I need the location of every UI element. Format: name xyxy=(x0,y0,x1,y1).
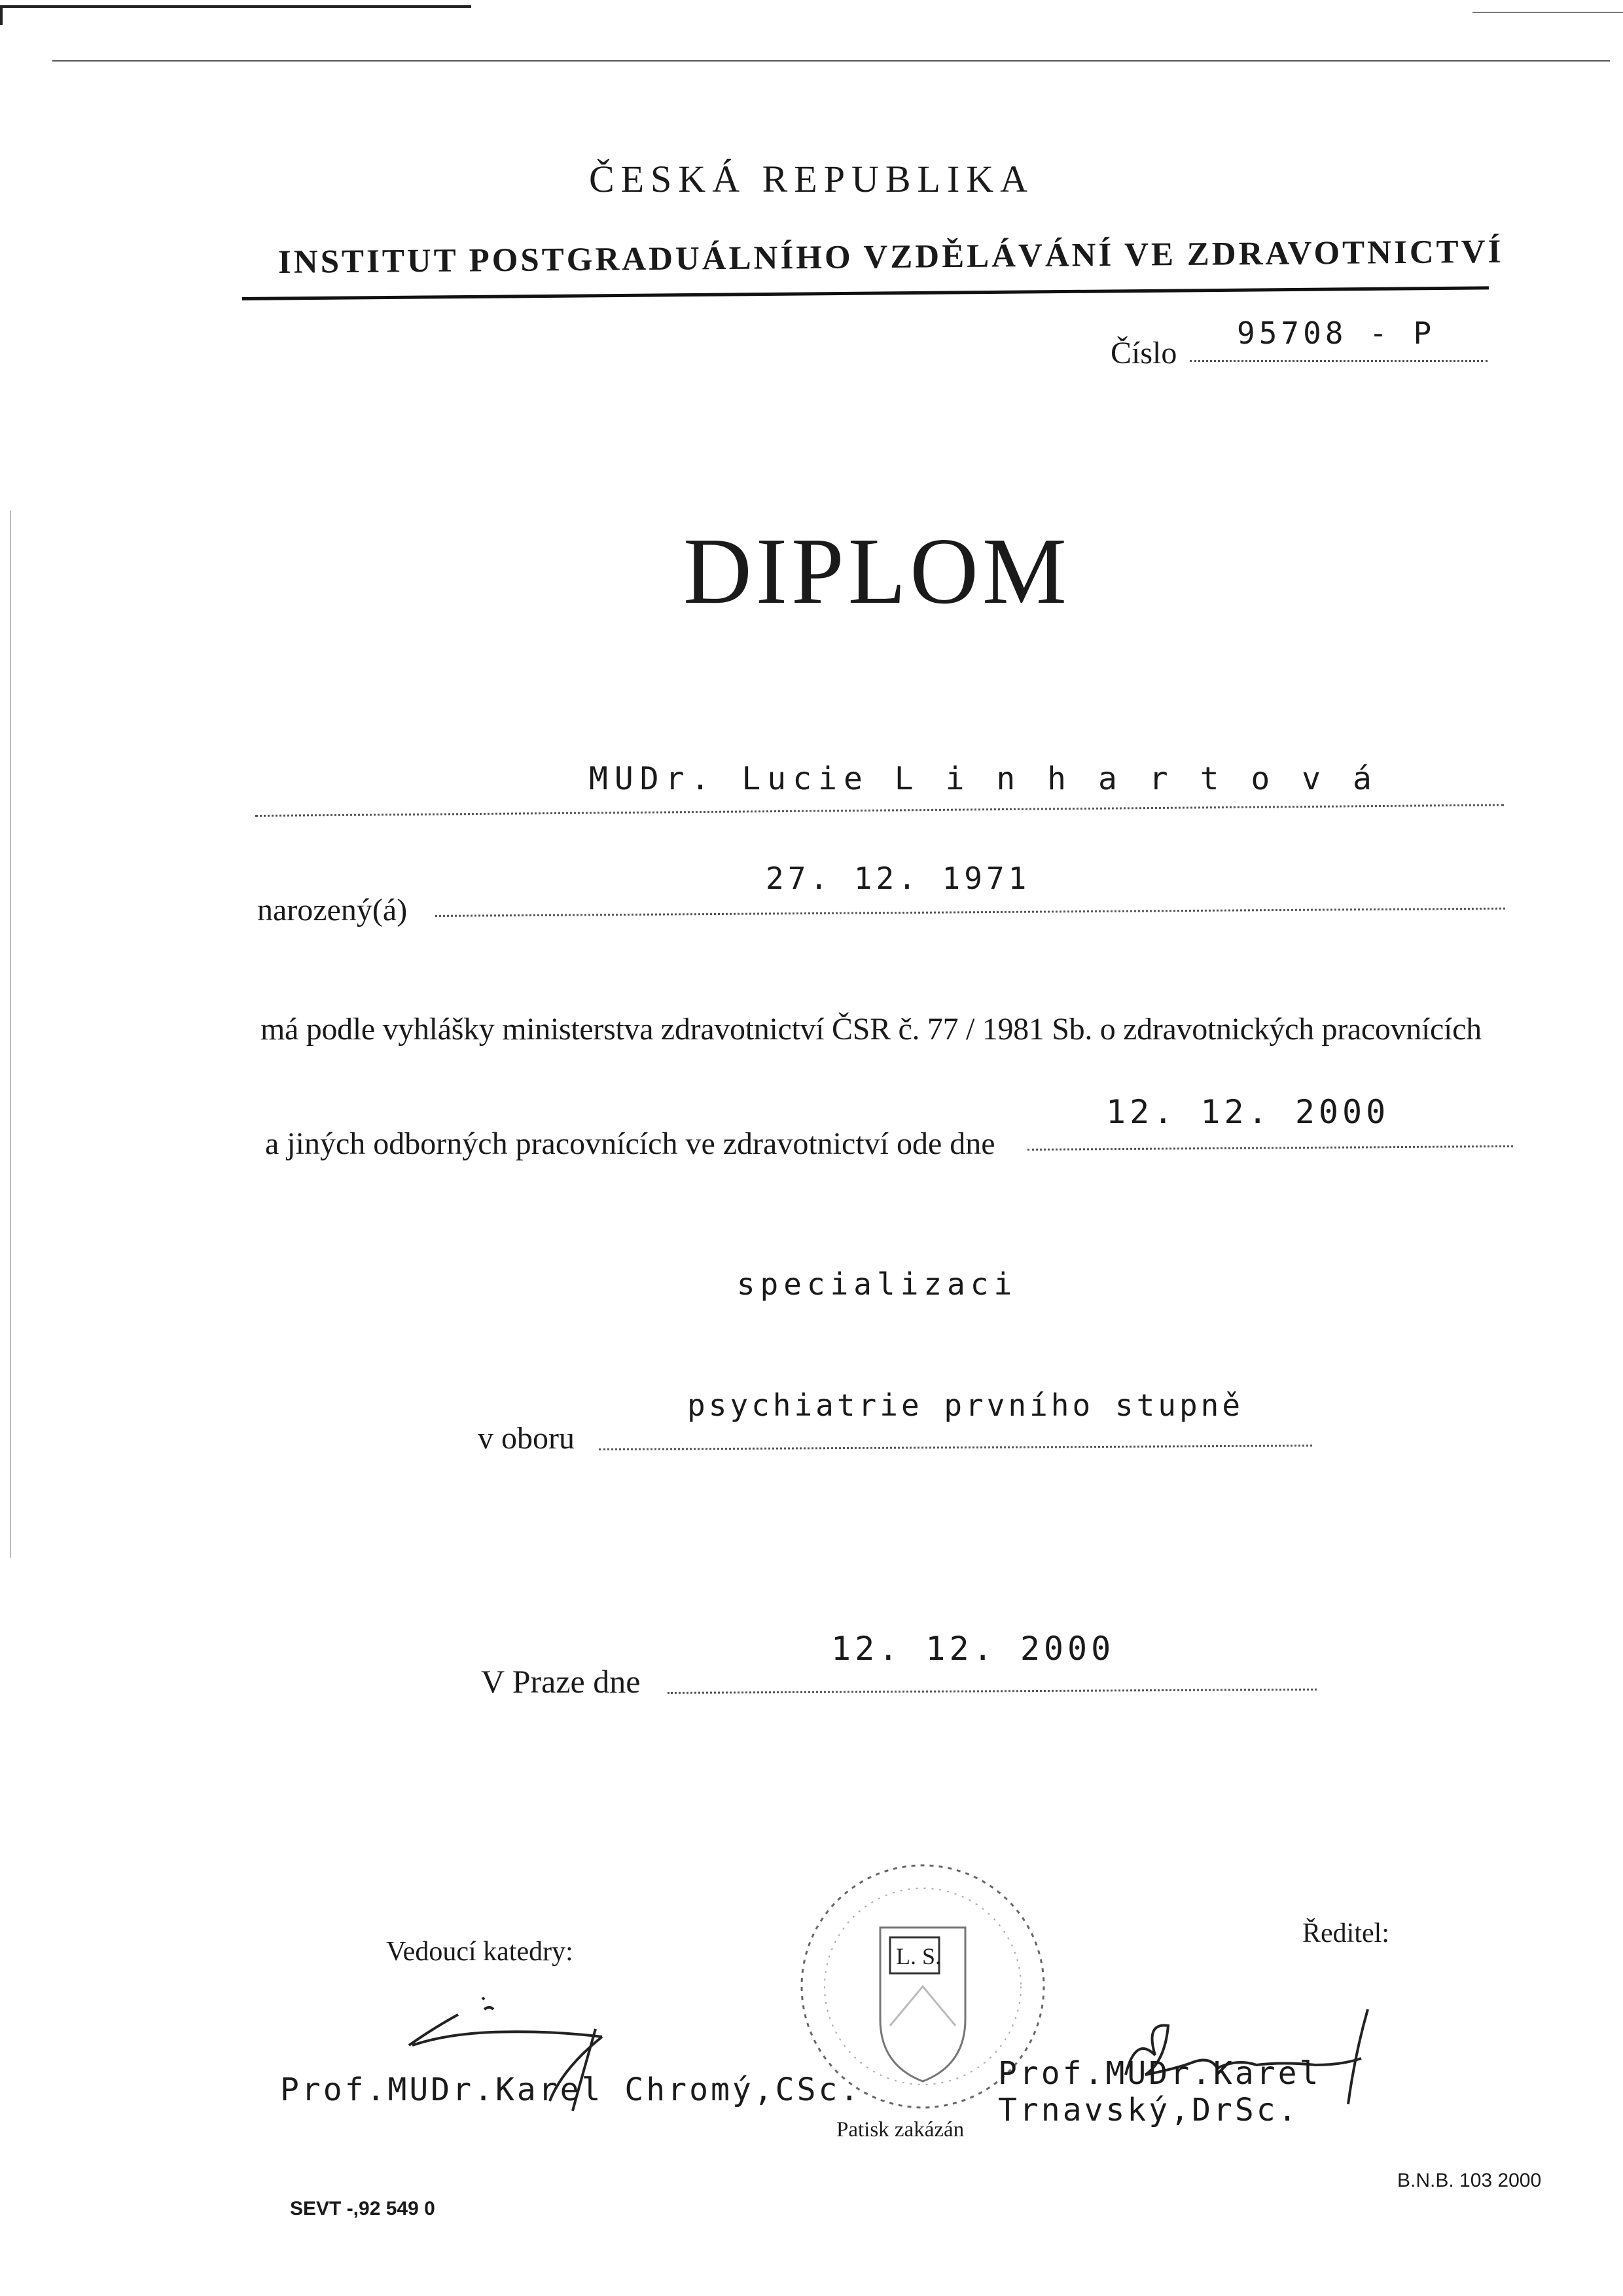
diploma-number: 95708 - P xyxy=(1237,315,1436,351)
field-dotted-line xyxy=(599,1444,1312,1450)
country-heading: ČESKÁ REPUBLIKA xyxy=(588,158,1035,200)
place-label: V Praze dne xyxy=(481,1663,641,1700)
director-name: Prof.MUDr.Karel Trnavský,DrSc. xyxy=(998,2055,1321,2128)
birth-label: narozený(á) xyxy=(257,893,408,927)
since-dotted-line xyxy=(1027,1145,1513,1151)
scan-edge-line xyxy=(0,5,471,8)
form-code: SEVT -,92 549 0 xyxy=(290,2198,435,2219)
scan-edge-line xyxy=(10,511,11,1558)
print-code: B.N.B. 103 2000 xyxy=(1397,2170,1542,2191)
since-date: 12. 12. 2000 xyxy=(1106,1093,1390,1131)
scan-edge-line xyxy=(1472,12,1623,13)
field-label: v oboru xyxy=(478,1421,575,1456)
field-value: psychiatrie prvního stupně xyxy=(687,1388,1244,1423)
scan-edge-line xyxy=(52,60,1610,62)
issue-date: 12. 12. 2000 xyxy=(831,1630,1115,1668)
seal-note: Patisk zakázán xyxy=(836,2118,965,2142)
decree-text-line1: má podle vyhlášky ministerstva zdravotnictví ČSR č. 77 / 1981 Sb. o zdravotnických pracovnících xyxy=(260,1012,1482,1047)
name-dotted-line xyxy=(255,804,1504,817)
department-head-name: Prof.MUDr.Karel Chromý,CSc. xyxy=(280,2072,862,2108)
department-head-label: Vedoucí katedry: xyxy=(386,1937,573,1967)
seal-text: L. S. xyxy=(896,1943,942,1969)
place-dotted-line xyxy=(668,1689,1317,1694)
specialization-heading: specializaci xyxy=(736,1266,1018,1302)
number-label: Číslo xyxy=(1111,336,1177,370)
birth-dotted-line xyxy=(435,908,1505,917)
number-dotted-line xyxy=(1190,360,1488,362)
diploma-title: DIPLOM xyxy=(683,519,1071,624)
decree-text-line2: a jiných odborných pracovnících ve zdravotnictví ode dne xyxy=(265,1126,995,1161)
holder-name: MUDr. Lucie L i n h a r t o v á xyxy=(589,761,1378,797)
birth-date: 27. 12. 1971 xyxy=(766,861,1031,896)
scan-edge-line xyxy=(0,5,3,25)
institute-name: INSTITUT POSTGRADUÁLNÍHO VZDĚLÁVÁNÍ VE ZDRAVOTNICTVÍ xyxy=(277,233,1504,281)
header-rule xyxy=(242,286,1489,300)
director-label: Ředitel: xyxy=(1302,1918,1389,1948)
